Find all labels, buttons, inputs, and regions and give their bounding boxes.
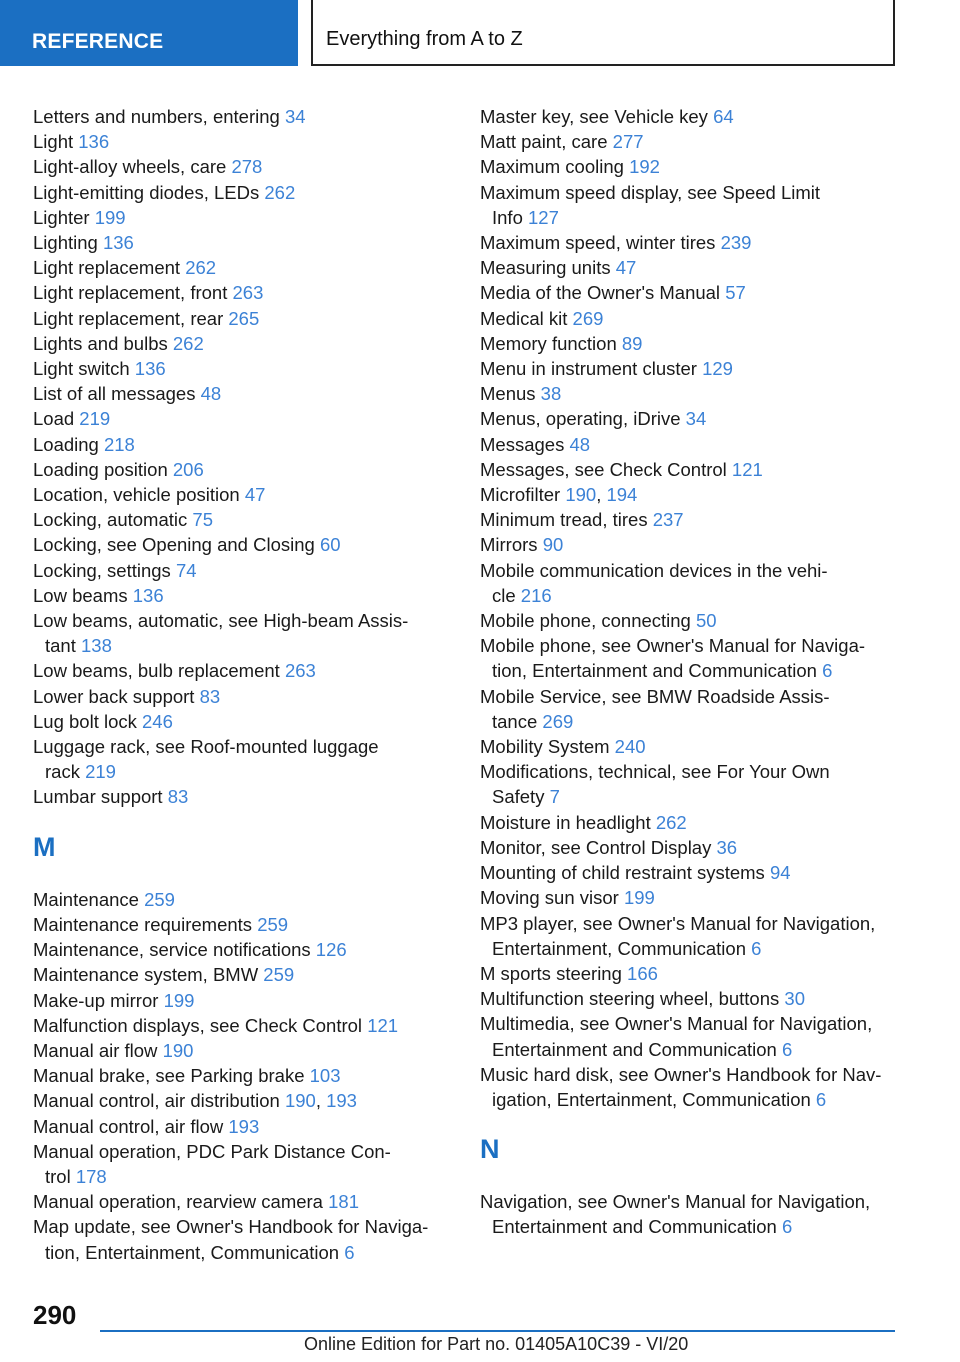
- entry-term: Light-emitting diodes, LEDs: [33, 181, 260, 203]
- entry-term: Locking, see Opening and Closing: [33, 534, 315, 556]
- page-link[interactable]: 50: [696, 610, 717, 632]
- entry-term: Menu in instrument cluster: [480, 358, 697, 380]
- index-entry: [480, 104, 900, 129]
- entry-term: Mobile Service, see BMW Roadside Assis-: [480, 685, 830, 707]
- index-entry: [480, 1062, 900, 1112]
- entry-term: Luggage rack, see Roof-mounted luggage: [33, 736, 379, 758]
- index-column-left: [33, 104, 453, 1265]
- letter-heading-n: N: [480, 1134, 500, 1165]
- page-link[interactable]: 83: [167, 786, 189, 808]
- index-entry: [33, 1063, 453, 1088]
- index-entry: [480, 457, 900, 482]
- entry-term: Map update, see Owner's Handbook for Naviga-: [33, 1216, 429, 1238]
- index-entry: [33, 482, 453, 507]
- entry-term: Loading: [33, 433, 99, 455]
- index-entry: [33, 129, 453, 154]
- page-link[interactable]: 83: [199, 685, 221, 707]
- entry-term: Locking, automatic: [33, 509, 188, 531]
- entry-term-continued: [480, 658, 900, 683]
- page-link[interactable]: 34: [284, 106, 306, 127]
- index-entry: [33, 887, 453, 912]
- page-link[interactable]: 263: [232, 282, 264, 304]
- index-entry: [480, 482, 900, 507]
- index-entry: [480, 507, 900, 532]
- page-link[interactable]: 181: [328, 1191, 359, 1213]
- index-list-m-continued: [480, 104, 900, 1112]
- index-entry: [33, 507, 453, 532]
- index-entry: [480, 356, 900, 381]
- index-entry: [33, 937, 453, 962]
- index-entry: [480, 1011, 900, 1061]
- entry-term-continued: [480, 583, 900, 608]
- entry-term: Light replacement: [33, 257, 181, 279]
- page-separator: ,: [315, 1090, 327, 1112]
- edition-footer: Online Edition for Part no. 01405A10C39 - VI/20: [304, 1334, 689, 1354]
- entry-term-cont: Info: [492, 206, 523, 228]
- index-entry: [480, 911, 900, 961]
- index-entry: [480, 406, 900, 431]
- page-link[interactable]: 199: [623, 887, 655, 909]
- page-link[interactable]: 206: [172, 458, 204, 480]
- page-link[interactable]: 237: [652, 509, 684, 531]
- page-link[interactable]: 166: [627, 962, 658, 984]
- page-link[interactable]: 216: [520, 584, 552, 606]
- page-link[interactable]: 127: [528, 206, 559, 228]
- page-link[interactable]: 190: [284, 1090, 316, 1112]
- index-entry: [480, 810, 900, 835]
- index-column-right: [480, 104, 900, 1240]
- entry-term: MP3 player, see Owner's Manual for Navigation,: [480, 912, 876, 934]
- entry-term: Modifications, technical, see For Your Own: [480, 761, 830, 783]
- index-entry: [33, 356, 453, 381]
- index-entry: [33, 1038, 453, 1063]
- page-link[interactable]: 219: [79, 408, 111, 430]
- entry-term: Memory function: [480, 332, 617, 354]
- page-link[interactable]: 7: [549, 786, 560, 808]
- entry-term-continued: [480, 205, 900, 230]
- entry-term-cont: tion, Entertainment, Communication: [45, 1241, 340, 1263]
- page-link[interactable]: 6: [782, 1216, 793, 1238]
- page-number: 290: [33, 1300, 77, 1330]
- entry-term: Multimedia, see Owner's Manual for Navigation,: [480, 1013, 873, 1035]
- entry-term: Light replacement, rear: [33, 307, 224, 329]
- entry-term: Load: [33, 408, 75, 430]
- page-link[interactable]: 269: [572, 307, 604, 329]
- entry-term: Lug bolt lock: [33, 710, 137, 732]
- entry-term: Maximum speed, winter tires: [480, 232, 716, 254]
- page-link[interactable]: 48: [200, 383, 222, 405]
- entry-term-cont: Entertainment and Communication: [492, 1216, 777, 1238]
- index-entry: [480, 230, 900, 255]
- entry-term-continued: [33, 1164, 453, 1189]
- page-link[interactable]: 194: [606, 484, 638, 506]
- entry-term: Locking, settings: [33, 559, 171, 581]
- index-entry: [480, 558, 900, 608]
- index-entry: [33, 154, 453, 179]
- page-link[interactable]: 278: [231, 156, 263, 178]
- entry-term-continued: [33, 759, 453, 784]
- index-entry: [33, 280, 453, 305]
- index-entry: [33, 608, 453, 658]
- page-link[interactable]: 6: [815, 1088, 827, 1110]
- page-link[interactable]: 136: [134, 358, 166, 380]
- entry-term: Monitor, see Control Display: [480, 836, 712, 858]
- index-entry: [480, 986, 900, 1011]
- page-link[interactable]: 64: [713, 106, 734, 127]
- page-link[interactable]: 277: [612, 131, 644, 153]
- entry-term-continued: [480, 1037, 900, 1062]
- page-link[interactable]: 262: [655, 811, 687, 833]
- entry-term-cont: Safety: [492, 786, 545, 808]
- page-link[interactable]: 126: [315, 939, 347, 961]
- page-link[interactable]: 262: [185, 257, 217, 279]
- index-entry: [33, 583, 453, 608]
- entry-term-cont: igation, Entertainment, Communication: [492, 1088, 811, 1110]
- page-link[interactable]: 193: [228, 1115, 260, 1137]
- index-entry: [33, 306, 453, 331]
- page-link[interactable]: 36: [716, 836, 738, 858]
- index-entry: [33, 104, 453, 129]
- page-link[interactable]: 6: [822, 660, 833, 682]
- index-entry: [480, 734, 900, 759]
- index-entry: [33, 784, 453, 809]
- page-link[interactable]: 199: [163, 989, 195, 1011]
- index-entry: [33, 205, 453, 230]
- index-list-m: [33, 887, 453, 1265]
- index-entry: [33, 1214, 453, 1264]
- entry-term: Maintenance requirements: [33, 913, 253, 935]
- entry-term: Minimum tread, tires: [480, 509, 648, 531]
- index-entry: [33, 1139, 453, 1189]
- page-link[interactable]: 263: [284, 660, 316, 682]
- index-entry: [33, 406, 453, 431]
- entry-term: Light replacement, front: [33, 282, 228, 304]
- page-link[interactable]: 269: [542, 710, 574, 732]
- page-link[interactable]: 90: [542, 534, 564, 556]
- index-entry: [33, 558, 453, 583]
- entry-term: Moisture in headlight: [480, 811, 651, 833]
- index-entry: [480, 306, 900, 331]
- entry-term: Menus, operating, iDrive: [480, 408, 681, 430]
- entry-term: Maximum cooling: [480, 156, 624, 178]
- page-link[interactable]: 47: [615, 257, 637, 279]
- page-link[interactable]: 38: [540, 383, 562, 405]
- entry-term: List of all messages: [33, 383, 196, 405]
- entry-term-cont: Entertainment, Communication: [492, 937, 746, 959]
- entry-term: Light switch: [33, 358, 130, 380]
- page-link[interactable]: 219: [85, 761, 116, 783]
- index-entry: [33, 1013, 453, 1038]
- page-link[interactable]: 259: [263, 964, 295, 986]
- chapter-title: Everything from A to Z: [326, 28, 523, 50]
- page-link[interactable]: 75: [192, 509, 213, 531]
- entry-term: Multifunction steering wheel, buttons: [480, 988, 780, 1010]
- entry-term: Low beams, automatic, see High-beam Assis-: [33, 610, 409, 632]
- entry-term: Medical kit: [480, 307, 568, 329]
- entry-term: Manual brake, see Parking brake: [33, 1065, 305, 1087]
- page-link[interactable]: 190: [162, 1039, 194, 1061]
- index-list-n: [480, 1189, 900, 1239]
- index-entry: [33, 912, 453, 937]
- entry-term: Light: [33, 131, 74, 153]
- index-entry: [33, 1088, 453, 1113]
- entry-term: Maintenance: [33, 888, 139, 910]
- entry-term: Maximum speed display, see Speed Limit: [480, 181, 821, 203]
- index-entry: [33, 532, 453, 557]
- entry-term: Messages: [480, 433, 565, 455]
- page-link[interactable]: 129: [702, 358, 733, 380]
- entry-term: Lumbar support: [33, 786, 163, 808]
- entry-term-cont: rack: [45, 761, 80, 783]
- entry-term: Manual control, air flow: [33, 1115, 224, 1137]
- entry-term-cont: Entertainment and Communication: [492, 1038, 777, 1060]
- section-label: REFERENCE: [0, 0, 298, 66]
- entry-term: Measuring units: [480, 257, 611, 279]
- index-entry: [33, 734, 453, 784]
- entry-term: Mobile phone, see Owner's Manual for Naviga-: [480, 635, 866, 657]
- entry-term: Music hard disk, see Owner's Handbook for Nav-: [480, 1063, 882, 1085]
- entry-term: Mobile phone, connecting: [480, 610, 691, 632]
- page-link[interactable]: 57: [725, 282, 746, 304]
- page-link[interactable]: 74: [175, 559, 197, 581]
- page-link[interactable]: 138: [81, 635, 112, 657]
- index-entry: [480, 180, 900, 230]
- page-link[interactable]: 240: [614, 736, 646, 758]
- entry-term-continued: [480, 709, 900, 734]
- header-underline: [311, 64, 895, 66]
- entry-term: Moving sun visor: [480, 887, 619, 909]
- entry-term: Letters and numbers, entering: [33, 106, 280, 127]
- index-entry: [33, 1189, 453, 1214]
- entry-term-continued: [480, 1087, 900, 1112]
- index-entry: [480, 961, 900, 986]
- page-link[interactable]: 94: [769, 862, 791, 884]
- index-list-l: [33, 104, 453, 810]
- entry-term: Navigation, see Owner's Manual for Navigation,: [480, 1191, 871, 1213]
- entry-term: Mobility System: [480, 736, 610, 758]
- page-link[interactable]: 30: [784, 988, 805, 1010]
- entry-term: Lighting: [33, 232, 98, 254]
- index-entry: [33, 684, 453, 709]
- page-link[interactable]: 178: [75, 1165, 107, 1187]
- page-link[interactable]: 6: [751, 937, 762, 959]
- index-entry: [480, 885, 900, 910]
- entry-term: Lighter: [33, 206, 90, 228]
- page-separator: ,: [596, 484, 607, 506]
- page-link[interactable]: 218: [103, 433, 135, 455]
- entry-term: Manual air flow: [33, 1039, 158, 1061]
- entry-term-continued: [33, 633, 453, 658]
- entry-term: Menus: [480, 383, 536, 405]
- index-entry: [33, 381, 453, 406]
- entry-term: Lights and bulbs: [33, 332, 168, 354]
- page-link[interactable]: 259: [257, 913, 289, 935]
- index-entry: [480, 1189, 900, 1239]
- page-link[interactable]: 262: [264, 181, 296, 203]
- page-link[interactable]: 121: [367, 1014, 399, 1036]
- index-entry: [480, 759, 900, 809]
- page-link[interactable]: 6: [782, 1038, 793, 1060]
- index-entry: [33, 180, 453, 205]
- entry-term: Low beams: [33, 584, 128, 606]
- page-link[interactable]: 136: [132, 584, 164, 606]
- entry-term-continued: [33, 1240, 453, 1265]
- page-link[interactable]: 34: [685, 408, 707, 430]
- index-entry: [480, 532, 900, 557]
- index-entry: [480, 860, 900, 885]
- entry-term: Mirrors: [480, 534, 538, 556]
- page-link[interactable]: 47: [244, 484, 266, 506]
- index-entry: [33, 988, 453, 1013]
- index-entry: [33, 962, 453, 987]
- entry-term: Media of the Owner's Manual: [480, 282, 721, 304]
- index-entry: [480, 381, 900, 406]
- index-entry: [480, 255, 900, 280]
- footer-rule: [100, 1330, 895, 1332]
- page-link[interactable]: 103: [309, 1065, 341, 1087]
- entry-term: Manual operation, PDC Park Distance Con-: [33, 1140, 391, 1162]
- index-entry: [480, 835, 900, 860]
- entry-term-cont: cle: [492, 584, 516, 606]
- index-entry: [33, 331, 453, 356]
- index-entry: [33, 658, 453, 683]
- entry-term: Matt paint, care: [480, 131, 608, 153]
- entry-term: Make-up mirror: [33, 989, 159, 1011]
- entry-term-cont: tion, Entertainment and Communication: [492, 660, 817, 682]
- index-entry: [33, 432, 453, 457]
- index-entry: [33, 230, 453, 255]
- entry-term: Master key, see Vehicle key: [480, 106, 708, 127]
- page-link[interactable]: 246: [142, 710, 173, 732]
- page-link[interactable]: 259: [144, 888, 175, 910]
- entry-term: Manual control, air distribution: [33, 1090, 280, 1112]
- index-entry: [480, 684, 900, 734]
- page-link[interactable]: 265: [228, 307, 260, 329]
- header-divider: [311, 0, 313, 66]
- entry-term: Messages, see Check Control: [480, 458, 727, 480]
- page-link[interactable]: 192: [629, 156, 660, 178]
- entry-term-cont: tant: [45, 635, 76, 657]
- index-entry: [33, 1114, 453, 1139]
- header-divider-right: [893, 0, 895, 66]
- index-entry: [480, 154, 900, 179]
- entry-term: Lower back support: [33, 685, 195, 707]
- page-link[interactable]: 89: [621, 332, 643, 354]
- letter-heading-m: M: [33, 831, 56, 862]
- entry-term: Manual operation, rearview camera: [33, 1191, 323, 1213]
- entry-term-continued: [480, 784, 900, 809]
- entry-term: Low beams, bulb replacement: [33, 660, 280, 682]
- index-entry: [480, 129, 900, 154]
- entry-term-cont: trol: [45, 1165, 71, 1187]
- index-entry: [33, 255, 453, 280]
- index-entry: [480, 432, 900, 457]
- page-link[interactable]: 136: [78, 131, 110, 153]
- index-entry: [480, 280, 900, 305]
- entry-term: Malfunction displays, see Check Control: [33, 1014, 363, 1036]
- page-link[interactable]: 121: [731, 458, 763, 480]
- page-link[interactable]: 60: [319, 534, 341, 556]
- page-link[interactable]: 136: [102, 232, 134, 254]
- page-link[interactable]: 239: [720, 232, 752, 254]
- entry-term-continued: [480, 936, 900, 961]
- page-link[interactable]: 48: [569, 433, 591, 455]
- page-link[interactable]: 6: [344, 1241, 355, 1263]
- entry-term: Loading position: [33, 458, 168, 480]
- entry-term: Light-alloy wheels, care: [33, 156, 227, 178]
- index-entry: [480, 331, 900, 356]
- page-link[interactable]: 190: [565, 484, 597, 506]
- page-link[interactable]: 193: [326, 1090, 357, 1112]
- entry-term: Mounting of child restraint systems: [480, 862, 765, 884]
- entry-term: Location, vehicle position: [33, 484, 240, 506]
- entry-term-continued: [480, 1214, 900, 1239]
- index-entry: [480, 633, 900, 683]
- entry-term: Mobile communication devices in the vehi-: [480, 559, 828, 581]
- entry-term: M sports steering: [480, 962, 622, 984]
- entry-term: Maintenance system, BMW: [33, 964, 259, 986]
- page-link[interactable]: 262: [172, 332, 204, 354]
- entry-term: Microfilter: [480, 484, 561, 506]
- page-header: [0, 0, 960, 66]
- index-entry: [33, 457, 453, 482]
- index-entry: [33, 709, 453, 734]
- index-entry: [480, 608, 900, 633]
- entry-term: Maintenance, service notifications: [33, 939, 311, 961]
- entry-term-cont: tance: [492, 710, 538, 732]
- page-link[interactable]: 199: [94, 206, 126, 228]
